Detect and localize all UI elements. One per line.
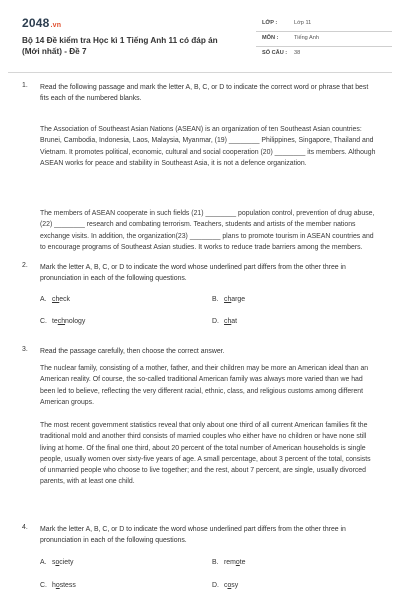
passage-paragraph: The members of ASEAN cooperate in such fields (21) ________ population control, prevention of drug abuse, (22) ________ research and combating terrorism. Teachers, students and artists of the member nations exchange visits. In addition, the organization(23) ________ plans to promote tourism in ASEAN countries and to encourage programs of Southeast Asian studies. It works to reduce trade barriers among the members. [40,210,375,251]
meta-key: SỐ CÂU : [262,50,288,56]
meta-row-subject [256,32,392,47]
option-label: A. [40,296,47,303]
option-text: eck [59,296,71,303]
option-label: C. [40,318,47,325]
option-d[interactable] [212,582,238,589]
option-text: ciety [59,559,74,566]
option-label: B. [212,296,219,303]
logo-text: 2048 [22,16,50,30]
meta-value: Lớp 11 [294,20,312,26]
option-text: te [239,559,246,566]
underlined-part: ch [224,296,232,303]
option-text: s [52,559,56,566]
option-a[interactable] [40,296,70,303]
option-b[interactable] [212,559,245,566]
option-text: at [231,318,238,325]
question-prompt: Mark the letter A, B, C, or D to indicate the word whose underlined part differs from the other three in pronunciation in each of the following questions. [40,526,346,545]
question-number: 4. [22,524,28,531]
underlined-part: o [227,582,232,589]
document-header [8,10,392,68]
option-label: B. [212,559,219,566]
underlined-part: o [55,559,60,566]
underlined-part: ch [224,318,232,325]
option-text: arge [231,296,246,303]
underlined-part: o [55,582,60,589]
option-label: D. [212,318,219,325]
option-d[interactable] [212,318,237,325]
meta-key: MÔN : [262,35,279,41]
underlined-part: ch [57,318,66,325]
option-text: h [52,582,56,589]
option-text: sy [231,582,239,589]
underlined-part: o [235,559,240,566]
passage-paragraph: The most recent government statistics reveal that only about one third of all current American families fit the traditional mold and another third consists of married couples who either have no children or have none still living at home. Of the final one third, about 20 percent of the total number of American households is single people, usually women over sixty-five years of age. A small percentage, about 3 percent of the total, consists of unmarried people who choose to live together; and the rest, about 7 percent, are single, usually divorced parents, with at least one child. [40,422,371,486]
option-label: D. [212,582,219,589]
meta-row-grade [256,17,392,32]
option-text: stess [59,582,76,589]
passage-paragraph: The nuclear family, consisting of a mother, father, and their children may be more an American ideal than an American reality. Of course, the so-called traditional American family was always more varied than we had been led to believe, reflecting the very different racial, ethnic, class, and religious customs among different American groups. [40,365,369,406]
meta-table [256,17,392,62]
question-number: 2. [22,262,28,269]
question-number: 1. [22,82,28,89]
option-c[interactable] [40,318,85,325]
option-a[interactable] [40,559,73,566]
option-label: A. [40,559,47,566]
meta-row-count [256,47,392,62]
option-b[interactable] [212,296,245,303]
option-text: nology [65,318,86,325]
question-prompt: Read the passage carefully, then choose the correct answer. [40,348,225,355]
option-label: C. [40,582,47,589]
meta-key: LỚP : [262,20,278,26]
question-prompt: Mark the letter A, B, C, or D to indicate the word whose underlined part differs from the other three in pronunciation in each of the following questions. [40,264,346,283]
option-text: c [224,582,228,589]
underlined-part: ch [52,296,60,303]
header-divider [8,72,392,73]
logo-suffix: .vn [50,22,62,29]
question-prompt: Read the following passage and mark the letter A, B, C, or D to indicate the correct word or phrase that best fits each of the numbered blanks. [40,84,369,103]
site-logo[interactable] [22,16,61,30]
document-title: Bộ 14 Đề kiểm tra Học kì 1 Tiếng Anh 11 có đáp án (Mới nhất) - Đề 7 [22,36,218,56]
option-text: rem [224,559,236,566]
meta-value: Tiếng Anh [294,35,319,41]
question-number: 3. [22,346,28,353]
passage-paragraph: The Association of Southeast Asian Nations (ASEAN) is an organization of ten Southeast Asian countries: Brunei, Cambodia, Indonesia, Laos, Malaysia, Myanmar, (19) ________ Philippines, Singapore, Thailand and Vietnam. It promotes political, economic, cultural and social cooperation (20) ________ its members. Although ASEAN works for peace and stability in Southeast Asia, it is not a defence organization. [40,126,376,167]
meta-value: 38 [294,50,301,56]
option-text: te [52,318,58,325]
option-c[interactable] [40,582,76,589]
